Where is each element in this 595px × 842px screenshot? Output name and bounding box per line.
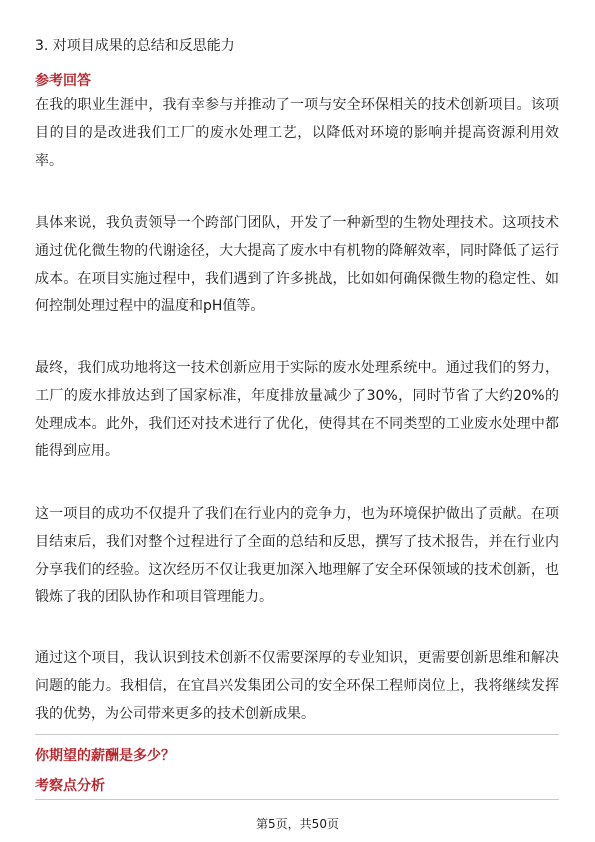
section-divider-bottom bbox=[35, 799, 559, 800]
answer-paragraph-5: 通过这个项目，我认识到技术创新不仅需要深厚的专业知识，更需要创新思维和解决问题的能力。我相信，在宜昌兴发集团公司的安全环保工程师岗位上，我将继续发挥我的优势，为公司带来更多的技术创新成果。 bbox=[35, 650, 559, 722]
page-number: 第5页，共50页 bbox=[256, 817, 339, 831]
answer-paragraph-1: 在我的职业生涯中，我有幸参与并推动了一项与安全环保相关的技术创新项目。该项目的目的是改进我们工厂的废水处理工艺，以降低对环境的影响并提高资源利用效率。 bbox=[35, 97, 559, 169]
reference-answer-label: 参考回答 bbox=[35, 73, 91, 89]
analysis-label: 考察点分析 bbox=[35, 778, 105, 794]
section-divider-top bbox=[35, 734, 559, 735]
answer-paragraph-2: 具体来说，我负责领导一个跨部门团队，开发了一种新型的生物处理技术。这项技术通过优化微生物的代谢途径，大大提高了废水中有机物的降解效率，同时降低了运行成本。在项目实施过程中，我们遇到了许多挑战，比如如何确保微生物的稳定性、如何控制处理过程中的温度和pH值等。 bbox=[35, 215, 559, 315]
salary-question-title: 你期望的薪酬是多少？ bbox=[35, 748, 175, 764]
answer-paragraph-3: 最终，我们成功地将这一技术创新应用于实际的废水处理系统中。通过我们的努力，工厂的废水排放达到了国家标准，年度排放量减少了30%，同时节省了大约20%的处理成本。此外，我们还对技术进行了优化，使得其在不同类型的工业废水处理中都能得到应用。 bbox=[35, 360, 559, 460]
answer-paragraph-4: 这一项目的成功不仅提升了我们在行业内的竞争力，也为环境保护做出了贡献。在项目结束后，我们对整个过程进行了全面的总结和反思，撰写了技术报告，并在行业内分享我们的经验。这次经历不仅让我更加深入地理解了安全环保领域的技术创新，也锻炼了我的团队协作和项目管理能力。 bbox=[35, 506, 559, 606]
question-heading: 3. 对项目成果的总结和反思能力 bbox=[35, 38, 235, 54]
